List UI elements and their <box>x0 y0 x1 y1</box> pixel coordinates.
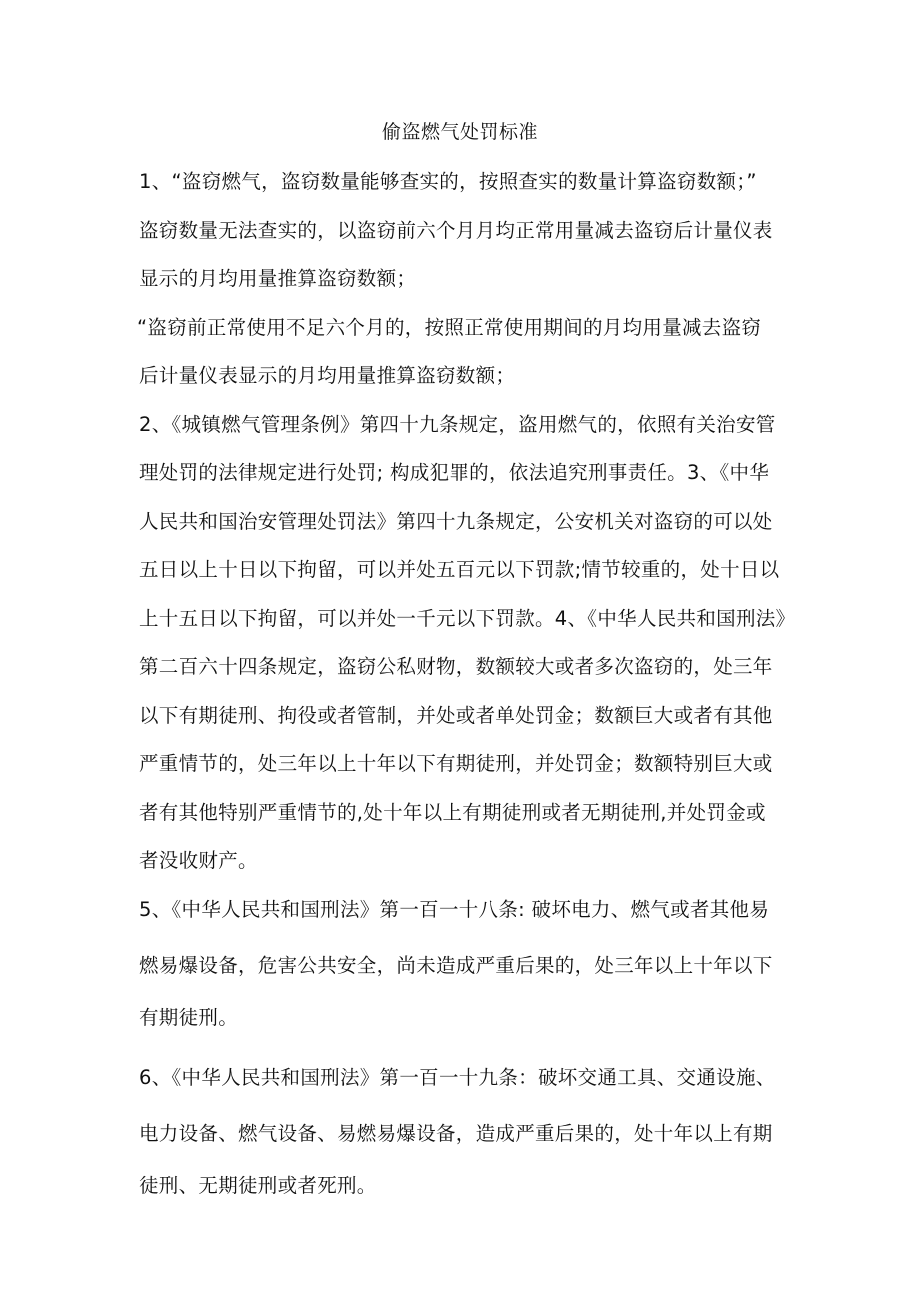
body-line: 显示的月均用量推算盗窃数额； <box>139 267 417 290</box>
body-line: 2、《城镇燃气管理条例》第四十九条规定，盗用燃气的，依照有关治安管 <box>139 412 776 436</box>
body-line: 第二百六十四条规定，盗窃公私财物，数额较大或者多次盗窃的，处三年 <box>139 655 773 678</box>
body-line: 燃易爆设备，危害公共安全，尚未造成严重后果的，处三年以上十年以下 <box>139 953 773 977</box>
body-line: 以下有期徒刑、拘役或者管制，并处或者单处罚金；数额巨大或者有其他 <box>139 703 773 727</box>
body-line: 6、《中华人民共和国刑法》第一百一十九条：破坏交通工具、交通设施、 <box>139 1065 776 1089</box>
body-line: 严重情节的，处三年以上十年以下有期徒刑，并处罚金；数额特别巨大或 <box>139 752 773 775</box>
body-line: 者有其他特别严重情节的,处十年以上有期徒刑或者无期徒刑,并处罚金或 <box>139 800 766 824</box>
body-line: “盗窃前正常使用不足六个月的，按照正常使用期间的月均用量减去盗窃 <box>137 315 762 339</box>
body-line: 理处罚的法律规定进行处罚; 构成犯罪的，依法追究刑事责任。3、《中华 <box>139 461 770 484</box>
document-body <box>137 162 796 1214</box>
body-line: 人民共和国治安管理处罚法》第四十九条规定，公安机关对盗窃的可以处 <box>139 509 773 533</box>
body-line: 盗窃数量无法查实的，以盗窃前六个月月均正常用量减去盗窃后计量仪表 <box>139 218 773 242</box>
body-line: 5、《中华人民共和国刑法》第一百一十八条: 破坏电力、燃气或者其他易 <box>139 897 770 921</box>
document-title: 偷盗燃气处罚标准 <box>381 121 538 143</box>
body-line: 1、“盗窃燃气，盗窃数量能够查实的，按照查实的数量计算盗窃数额；” <box>139 170 757 193</box>
body-line: 者没收财产。 <box>139 849 258 872</box>
body-line: 电力设备、燃气设备、易燃易爆设备，造成严重后果的，处十年以上有期 <box>139 1121 773 1145</box>
body-line: 后计量仪表显示的月均用量推算盗窃数额； <box>139 364 516 387</box>
body-line: 五日以上十日以下拘留，可以并处五百元以下罚款;情节较重的，处十日以 <box>139 558 780 581</box>
body-line: 徒刑、无期徒刑或者死刑。 <box>139 1173 377 1197</box>
body-line: 上十五日以下拘留，可以并处一千元以下罚款。4、《中华人民共和国刑法》 <box>139 606 796 630</box>
body-line: 有期徒刑。 <box>139 1005 239 1029</box>
